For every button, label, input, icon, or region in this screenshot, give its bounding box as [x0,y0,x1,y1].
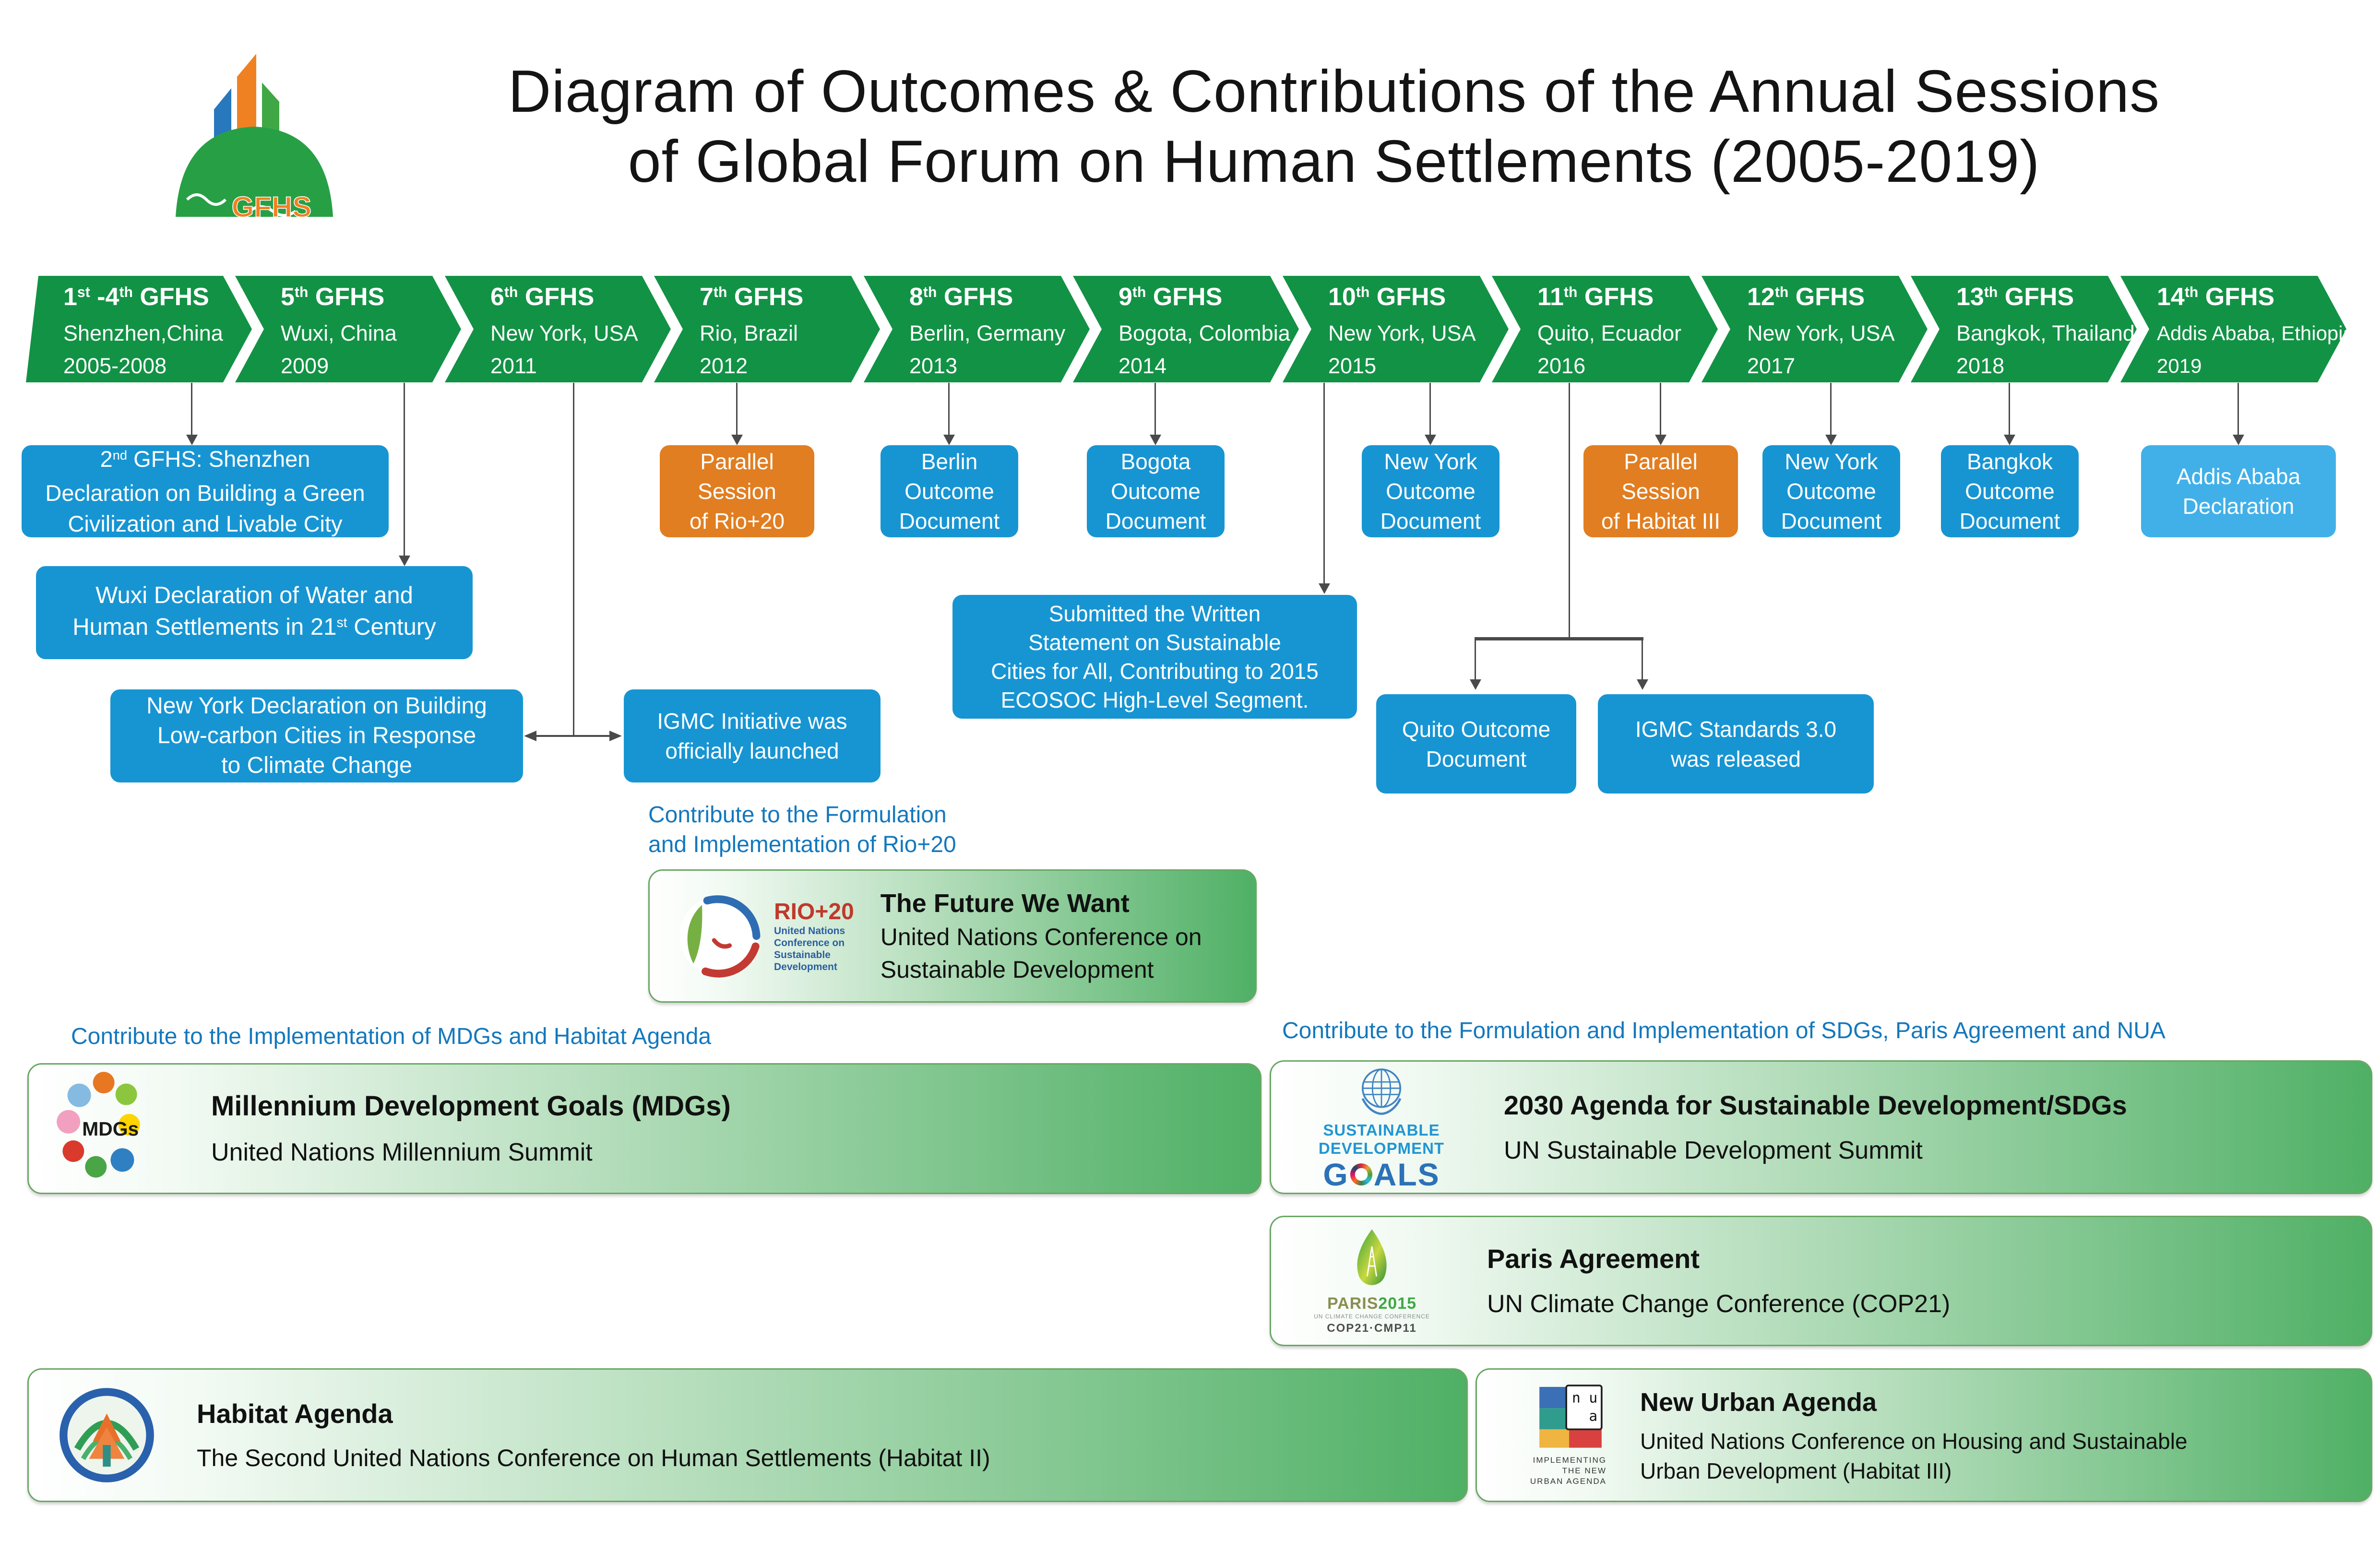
box-bogota-outcome [1087,445,1225,537]
sdg-goals-wordmark: G ALS [1323,1156,1440,1192]
session-title: 9th GFHS [1119,283,1223,311]
title-line-1: Diagram of Outcomes & Contributions of the Annual Sessions [508,59,2160,125]
connector-line [948,383,950,437]
timeline-session-10 [1283,276,1509,382]
box-shenzhen-declaration [22,445,389,537]
session-city: New York, USA [1328,321,1476,345]
sdg-logo-line: SUSTAINABLE [1323,1121,1440,1139]
nua-letter-a: a [1589,1408,1598,1424]
timeline-session-8 [864,276,1090,382]
connector-line [2009,383,2010,437]
box-line: Session [1621,479,1700,504]
box-line: Document [1426,746,1527,771]
session-year: 2015 [1328,354,1377,378]
session-year: 2009 [281,354,329,378]
un-emblem-icon [1355,1064,1408,1117]
timeline-session-7 [654,276,880,382]
box-line: Submitted the Written [1048,601,1261,626]
connector-bar [1475,637,1643,640]
session-title: 12th GFHS [1747,283,1865,311]
habitat2-logo-icon [58,1386,156,1484]
card-mdg [27,1063,1261,1194]
box-line: Session [698,479,776,504]
arrow-down-icon [399,556,410,566]
nua-logo-caption: IMPLEMENTING THE NEW URBAN AGENDA [1530,1455,1606,1486]
session-city: Wuxi, China [281,321,397,345]
rio20-logo-line: Sustainable [774,949,831,960]
arrow-down-icon [943,435,955,445]
box-line: Human Settlements in 21st Century [72,614,436,640]
box-bangkok-outcome [1941,445,2079,537]
arrow-down-icon [1150,435,1161,445]
box-parallel-session-rio20 [660,445,814,537]
arrow-down-icon [731,435,743,445]
session-title: 13th GFHS [1956,283,2074,311]
box-line: to Climate Change [221,753,412,778]
mdg-card-subtitle: United Nations Millennium Summit [211,1138,593,1166]
logo-wordmark: GFHS [231,191,312,223]
box-written-statement-ecosoc [952,595,1357,719]
box-line: New York Declaration on Building [146,693,487,719]
box-line: Document [1380,509,1481,533]
timeline-session-9 [1073,276,1299,382]
sdg-logo-line: DEVELOPMENT [1318,1139,1445,1157]
label-line: and Implementation of Rio+20 [648,832,956,857]
box-line: Document [1781,509,1882,533]
connector-line [1323,383,1325,584]
box-line: 2nd GFHS: Shenzhen [100,446,310,472]
arrow-down-icon [1637,679,1648,690]
label-rio20-contribution [648,800,956,860]
nua-logo-icon [1506,1384,1606,1487]
session-year: 2013 [909,354,958,378]
timeline-session-6 [445,276,671,382]
rio20-card-subtitle: United Nations Conference on [880,924,1202,950]
connector-line [2237,383,2239,437]
box-line: Outcome [904,479,994,504]
nua-letter-u: u [1589,1389,1598,1406]
mdg-card-title: Millennium Development Goals (MDGs) [211,1090,731,1122]
timeline-session-5 [235,276,461,382]
mdg-logo-icon [53,1069,170,1189]
rio20-card-subtitle: Sustainable Development [880,956,1154,983]
card-paris-agreement [1270,1216,2372,1346]
box-line: Document [899,509,1000,533]
connector-line [1830,383,1832,437]
card-rio20-future-we-want [648,869,1257,1003]
session-year: 2019 [2157,355,2202,377]
arrow-down-icon [1425,435,1436,445]
connector-line [736,383,738,437]
box-wuxi-declaration [36,566,473,659]
connector-line [1429,383,1431,437]
box-line: Bogota [1120,449,1191,474]
session-city: Berlin, Germany [909,321,1066,345]
box-line: of Habitat III [1601,509,1720,533]
timeline-session-11 [1492,276,1718,382]
box-line: Outcome [1965,479,2055,504]
sdg-card-title: 2030 Agenda for Sustainable Development/SDGs [1504,1090,2127,1120]
rio20-logo-line: Development [774,961,837,972]
session-city: New York, USA [490,321,638,345]
session-title: 14th GFHS [2157,283,2275,311]
nua-card-subtitle: United Nations Conference on Housing and Sustainable [1640,1428,2188,1454]
session-year: 2012 [700,354,748,378]
timeline-session-1-4 [26,276,252,382]
arrow-down-icon [2233,435,2244,445]
sdg-card-subtitle: UN Sustainable Development Summit [1504,1136,1923,1164]
arrow-right-icon [609,731,622,741]
paris-card-title: Paris Agreement [1487,1244,1700,1274]
session-title: 11th GFHS [1537,283,1654,311]
box-newyork-lowcarbon-declaration [110,689,523,782]
nua-letter-n: n [1571,1389,1581,1406]
page-title [374,57,2294,197]
box-line: Outcome [1111,479,1201,504]
arrow-down-icon [1825,435,1837,445]
rio20-logo-name: RIO+20 [774,899,854,924]
card-new-urban-agenda [1476,1368,2372,1502]
connector-line [535,735,612,737]
sdg-color-wheel-icon [1350,1163,1372,1185]
box-line: Outcome [1386,479,1476,504]
session-year: 2014 [1119,354,1167,378]
box-line: Document [1105,509,1206,533]
box-berlin-outcome [881,445,1018,537]
session-city: Rio, Brazil [700,321,798,345]
box-line: Statement on Sustainable [1028,630,1281,655]
session-year: 2018 [1956,354,2005,378]
connector-line [1475,638,1476,680]
connector-line [1569,383,1570,640]
arrow-down-icon [1319,583,1330,594]
arrow-down-icon [1470,679,1481,690]
box-line: Bangkok [1966,449,2053,474]
arrow-left-icon [524,731,536,741]
box-line: ECOSOC High-Level Segment. [1000,687,1309,712]
connector-line [1154,383,1156,437]
box-line: Parallel [700,449,774,474]
rio20-logo-wordmark [774,899,854,973]
box-line: Parallel [1624,449,1698,474]
session-year: 2011 [490,354,537,378]
box-line: Declaration on Building a Green [45,480,365,506]
box-line: New York [1785,449,1878,474]
session-city: Bogota, Colombia [1119,321,1290,345]
session-title: 5th GFHS [281,283,385,311]
habitat-card-title: Habitat Agenda [197,1398,393,1429]
session-city: Shenzhen,China [63,321,223,345]
nua-card-title: New Urban Agenda [1640,1387,1877,1417]
label-line: Contribute to the Formulation [648,802,947,828]
paris2015-logo-tagline: UN CLIMATE CHANGE CONFERENCE [1314,1313,1430,1320]
card-sdg [1270,1060,2372,1194]
timeline-session-13 [1911,276,2137,382]
rio20-card-title: The Future We Want [880,889,1130,918]
box-line: IGMC Standards 3.0 [1635,716,1837,742]
session-year: 2016 [1537,354,1586,378]
session-title: 7th GFHS [700,283,804,311]
arrow-down-icon [2004,435,2015,445]
box-line: Civilization and Livable City [68,510,343,536]
rio20-logo-line: United Nations [774,925,845,936]
box-line: Low-carbon Cities in Response [157,723,476,748]
session-title: 1st -4th GFHS [63,283,209,311]
session-year: 2017 [1747,354,1796,378]
nua-card-subtitle: Urban Development (Habitat III) [1640,1458,1952,1483]
timeline-session-12 [1702,276,1928,382]
session-title: 8th GFHS [909,283,1013,311]
box-line: was released [1670,746,1801,771]
timeline-session-14 [2120,276,2354,382]
box-line: Addis Ababa [2176,464,2301,489]
box-igmc-standards [1598,694,1874,794]
box-quito-outcome [1376,694,1576,794]
box-line: IGMC Initiative was [657,709,847,734]
box-line: Berlin [921,449,978,474]
box-addis-ababa-declaration [2141,445,2336,537]
box-line: Outcome [1786,479,1876,504]
session-title: 6th GFHS [490,283,595,311]
box-line: Quito Outcome [1402,716,1551,742]
session-city: Quito, Ecuador [1537,321,1682,345]
connector-line [1660,383,1661,437]
rio20-logo-icon [676,893,762,979]
connector-line [191,383,192,437]
mdg-logo-text: MDGs [82,1117,139,1140]
title-line-2: of Global Forum on Human Settlements (2005-2019) [628,129,2040,195]
box-line: Cities for All, Contributing to 2015 [991,659,1319,684]
session-city: Addis Ababa, Ethiopia [2157,322,2354,344]
box-line: of Rio+20 [689,509,785,533]
label-mdg-contribution: Contribute to the Implementation of MDGs and Habitat Agenda [71,1024,712,1049]
paris2015-logo-icon [1309,1227,1434,1335]
habitat-card-subtitle: The Second United Nations Conference on Human Settlements (Habitat II) [197,1444,990,1471]
box-igmc-initiative [624,689,881,782]
gfhs-logo [158,38,350,230]
session-year: 2005-2008 [63,354,167,378]
session-title: 10th GFHS [1328,283,1446,311]
connector-line [404,383,405,556]
box-line: officially launched [665,738,839,763]
arrow-down-icon [1655,435,1666,445]
connector-line [573,383,574,737]
box-line: Document [1959,509,2060,533]
box-line: Declaration [2182,494,2295,519]
sdg-logo-icon [1305,1064,1458,1191]
session-city: New York, USA [1747,321,1895,345]
session-city: Bangkok, Thailand [1956,321,2135,345]
connector-line [1642,638,1643,680]
label-sdg-contribution: Contribute to the Formulation and Implementation of SDGs, Paris Agreement and NUA [1282,1018,2166,1043]
card-habitat-agenda [27,1368,1468,1502]
box-line: Wuxi Declaration of Water and [95,582,413,608]
box-newyork-outcome-2015 [1362,445,1499,537]
paris2015-logo-cop: COP21·CMP11 [1327,1322,1417,1335]
box-newyork-outcome-2017 [1762,445,1900,537]
box-line: New York [1384,449,1477,474]
rio20-logo-line: Conference on [774,937,845,948]
sdg-logo-wordmark [1319,1121,1444,1191]
paris2015-logo-name: PARIS2015 [1327,1294,1417,1313]
box-parallel-session-habitat3 [1583,445,1738,537]
paris-card-subtitle: UN Climate Change Conference (COP21) [1487,1290,1951,1318]
